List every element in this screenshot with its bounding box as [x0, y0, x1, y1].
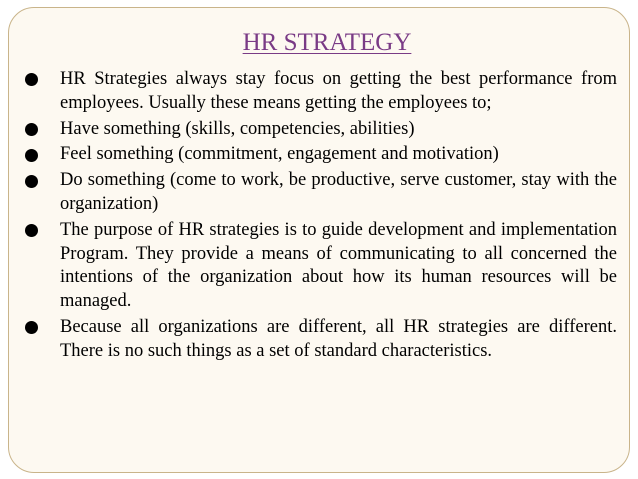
bullet-item — [17, 68, 617, 116]
bullet-text: Have something (skills, competencies, abilities) — [60, 118, 415, 139]
bullet-dot-icon — [17, 169, 57, 193]
bullet-list — [17, 68, 617, 364]
bullet-text: Because all organizations are different, all HR strategies are different. There is no such things as a set of standard characteristics. — [60, 316, 617, 361]
slide-title: HR STRATEGY — [242, 29, 412, 56]
bullet-item — [17, 169, 617, 217]
bullet-text: HR Strategies always stay focus on getting the best performance from employees. Usually these means getting the employees to; — [60, 69, 617, 113]
bullet-dot-icon — [17, 143, 57, 167]
bullet-item — [17, 316, 617, 364]
bullet-item — [17, 118, 617, 142]
bullet-text: The purpose of HR strategies is to guide development and implementation Program. They provide a means of communicating to all concerned the intentions of the organization about how its human resources will be managed. — [60, 219, 617, 312]
bullet-dot-icon — [17, 118, 57, 142]
bullet-text: Do something (come to work, be productive, serve customer, stay with the organization) — [60, 170, 617, 214]
bullet-dot-icon — [17, 219, 57, 243]
bullet-dot-icon — [17, 68, 57, 92]
bullet-text: Feel something (commitment, engagement and motivation) — [60, 144, 499, 165]
bullet-dot-icon — [17, 316, 57, 340]
bullet-item — [17, 143, 617, 167]
bullet-item — [17, 219, 617, 314]
